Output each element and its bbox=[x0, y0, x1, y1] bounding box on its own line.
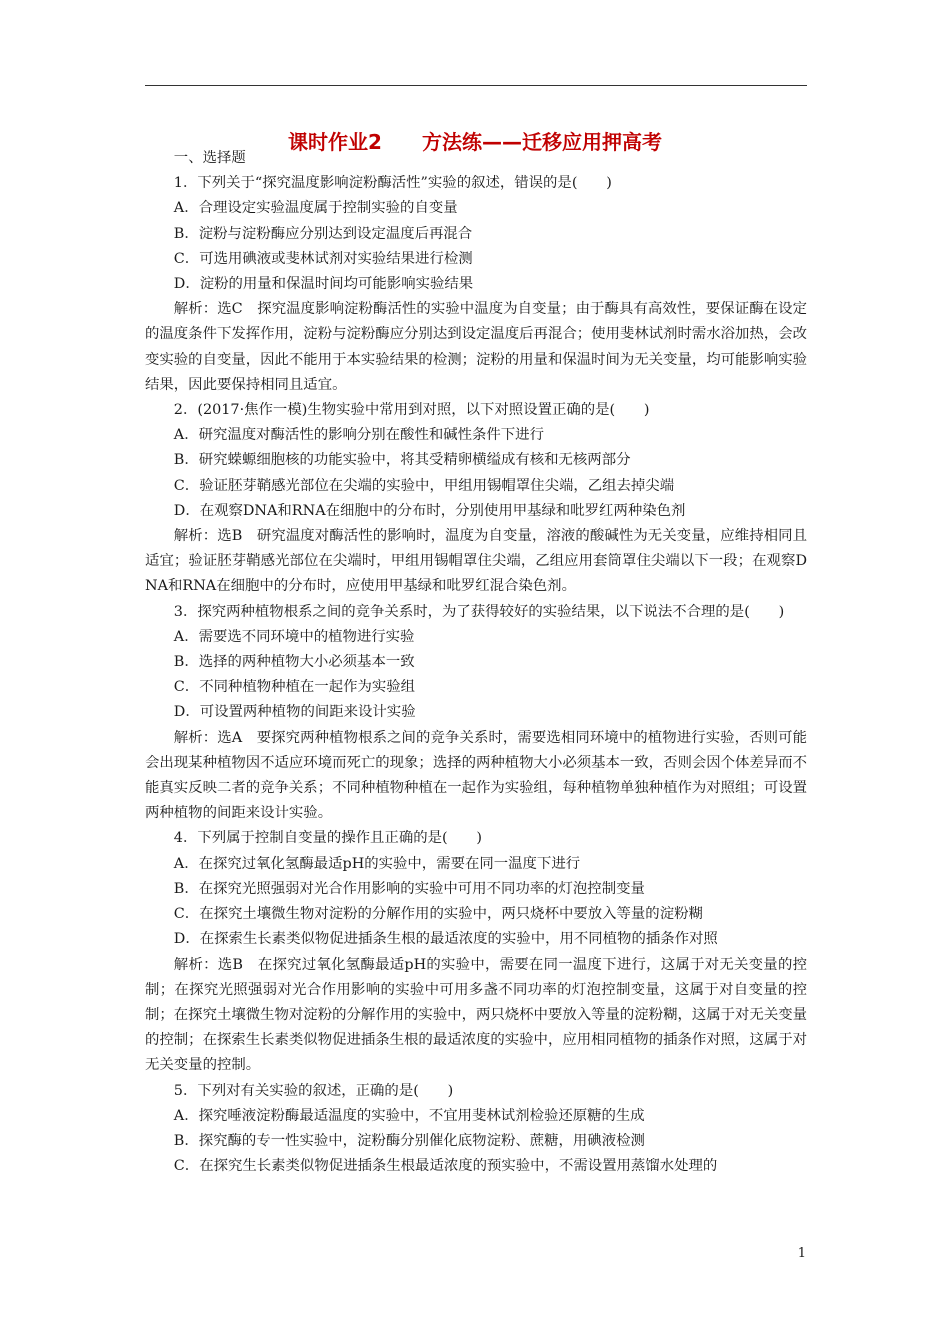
question-4-option-a: A．在探究过氧化氢酶最适pH的实验中，需要在同一温度下进行 bbox=[173, 855, 581, 872]
page-title: 课时作业2 方法练——迁移应用押高考 bbox=[288, 130, 662, 154]
header-rule bbox=[145, 85, 807, 86]
question-1-option-d: D．淀粉的用量和保温时间均可能影响实验结果 bbox=[173, 276, 474, 293]
question-2: 2．(2017·焦作一模)生物实验中常用到对照，以下对照设置正确的是( ) bbox=[173, 402, 650, 419]
question-1-option-a: A．合理设定实验温度属于控制实验的自变量 bbox=[173, 200, 458, 217]
question-5-option-b: B．探究酶的专一性实验中，淀粉酶分别催化底物淀粉、蔗糖，用碘液检测 bbox=[173, 1132, 645, 1149]
question-3-option-c: C．不同种植物种植在一起作为实验组 bbox=[173, 679, 416, 696]
question-2-option-a: A．研究温度对酶活性的影响分别在酸性和碱性条件下进行 bbox=[173, 427, 544, 444]
page-number: 1 bbox=[797, 1246, 806, 1261]
question-1-analysis: 解析：选C 探究温度影响淀粉酶活性的实验中温度为自变量；由于酶具有高效性，要保证酶在设定的温度条件下发挥作用，淀粉与淀粉酶应分别达到设定温度后再混合；使用斐林试剂时需水浴加热，会改变实验的自变量，因此不能用于本实验结果的检测；淀粉的用量和保温时间为无关变量，均可能影响实验结果，因此要保持相同且适宜。 bbox=[145, 301, 807, 393]
question-5-option-c: C．在探究生长素类似物促进插条生根最适浓度的预实验中，不需设置用蒸馏水处理的 bbox=[173, 1158, 718, 1175]
question-2-option-b: B．研究蝾螈细胞核的功能实验中，将其受精卵横缢成有核和无核两部分 bbox=[173, 452, 631, 469]
question-3-option-b: B．选择的两种植物大小必须基本一致 bbox=[173, 654, 415, 671]
question-3: 3．探究两种植物根系之间的竞争关系时，为了获得较好的实验结果，以下说法不合理的是( ) bbox=[173, 603, 785, 620]
question-4-option-c: C．在探究土壤微生物对淀粉的分解作用的实验中，两只烧杯中要放入等量的淀粉糊 bbox=[173, 906, 703, 923]
question-4-analysis: 解析：选B 在探究过氧化氢酶最适pH的实验中，需要在同一温度下进行，这属于对无关变量的控制；在探究光照强弱对光合作用影响的实验中可用多盏不同功率的灯泡控制变量，这属于对自变量的控制；在探究土壤微生物对淀粉的分解作用的实验中，两只烧杯中要放入等量的淀粉糊，这属于对无关变量的控制；在探索生长素类似物促进插条生根的最适浓度的实验中，应用相同植物的插条作对照，这属于对无关变量的控制。 bbox=[145, 956, 807, 1074]
question-1: 1．下列关于“探究温度影响淀粉酶活性”实验的叙述，错误的是( ) bbox=[173, 175, 612, 192]
question-4-option-d: D．在探索生长素类似物促进插条生根的最适浓度的实验中，用不同植物的插条作对照 bbox=[173, 931, 718, 948]
question-4: 4．下列属于控制自变量的操作且正确的是( ) bbox=[173, 830, 482, 847]
question-3-option-a: A．需要选不同环境中的植物进行实验 bbox=[173, 628, 415, 645]
question-4-option-b: B．在探究光照强弱对光合作用影响的实验中可用不同功率的灯泡控制变量 bbox=[173, 880, 645, 897]
question-5-option-a: A．探究唾液淀粉酶最适温度的实验中，不宜用斐林试剂检验还原糖的生成 bbox=[173, 1107, 645, 1124]
question-1-option-c: C．可选用碘液或斐林试剂对实验结果进行检测 bbox=[173, 250, 473, 267]
question-2-analysis: 解析：选B 研究温度对酶活性的影响时，温度为自变量，溶液的酸碱性为无关变量，应维持相同且适宜；验证胚芽鞘感光部位在尖端时，甲组用锡帽罩住尖端，乙组应用套筒罩住尖端以下一段；在观察DNA和RNA在细胞中的分布时，应使用甲基绿和吡罗红混合染色剂。 bbox=[145, 528, 807, 595]
question-3-analysis: 解析：选A 要探究两种植物根系之间的竞争关系时，需要选相同环境中的植物进行实验，否则可能会出现某种植物因不适应环境而死亡的现象；选择的两种植物大小必须基本一致，否则会因个体差异而不能真实反映二者的竞争关系；不同种植物种植在一起作为实验组，每种植物单独种植作为对照组；可设置两种植物的间距来设计实验。 bbox=[145, 729, 807, 822]
question-2-option-d: D．在观察DNA和RNA在细胞中的分布时，分别使用甲基绿和吡罗红两种染色剂 bbox=[173, 502, 686, 519]
question-5: 5．下列对有关实验的叙述，正确的是( ) bbox=[173, 1082, 454, 1099]
question-2-option-c: C．验证胚芽鞘感光部位在尖端的实验中，甲组用锡帽罩住尖端，乙组去掉尖端 bbox=[173, 477, 675, 494]
question-3-option-d: D．可设置两种植物的间距来设计实验 bbox=[173, 704, 416, 721]
section-heading: 一、选择题 bbox=[173, 150, 246, 166]
question-1-option-b: B．淀粉与淀粉酶应分别达到设定温度后再混合 bbox=[173, 225, 473, 242]
document-body bbox=[145, 146, 807, 1179]
